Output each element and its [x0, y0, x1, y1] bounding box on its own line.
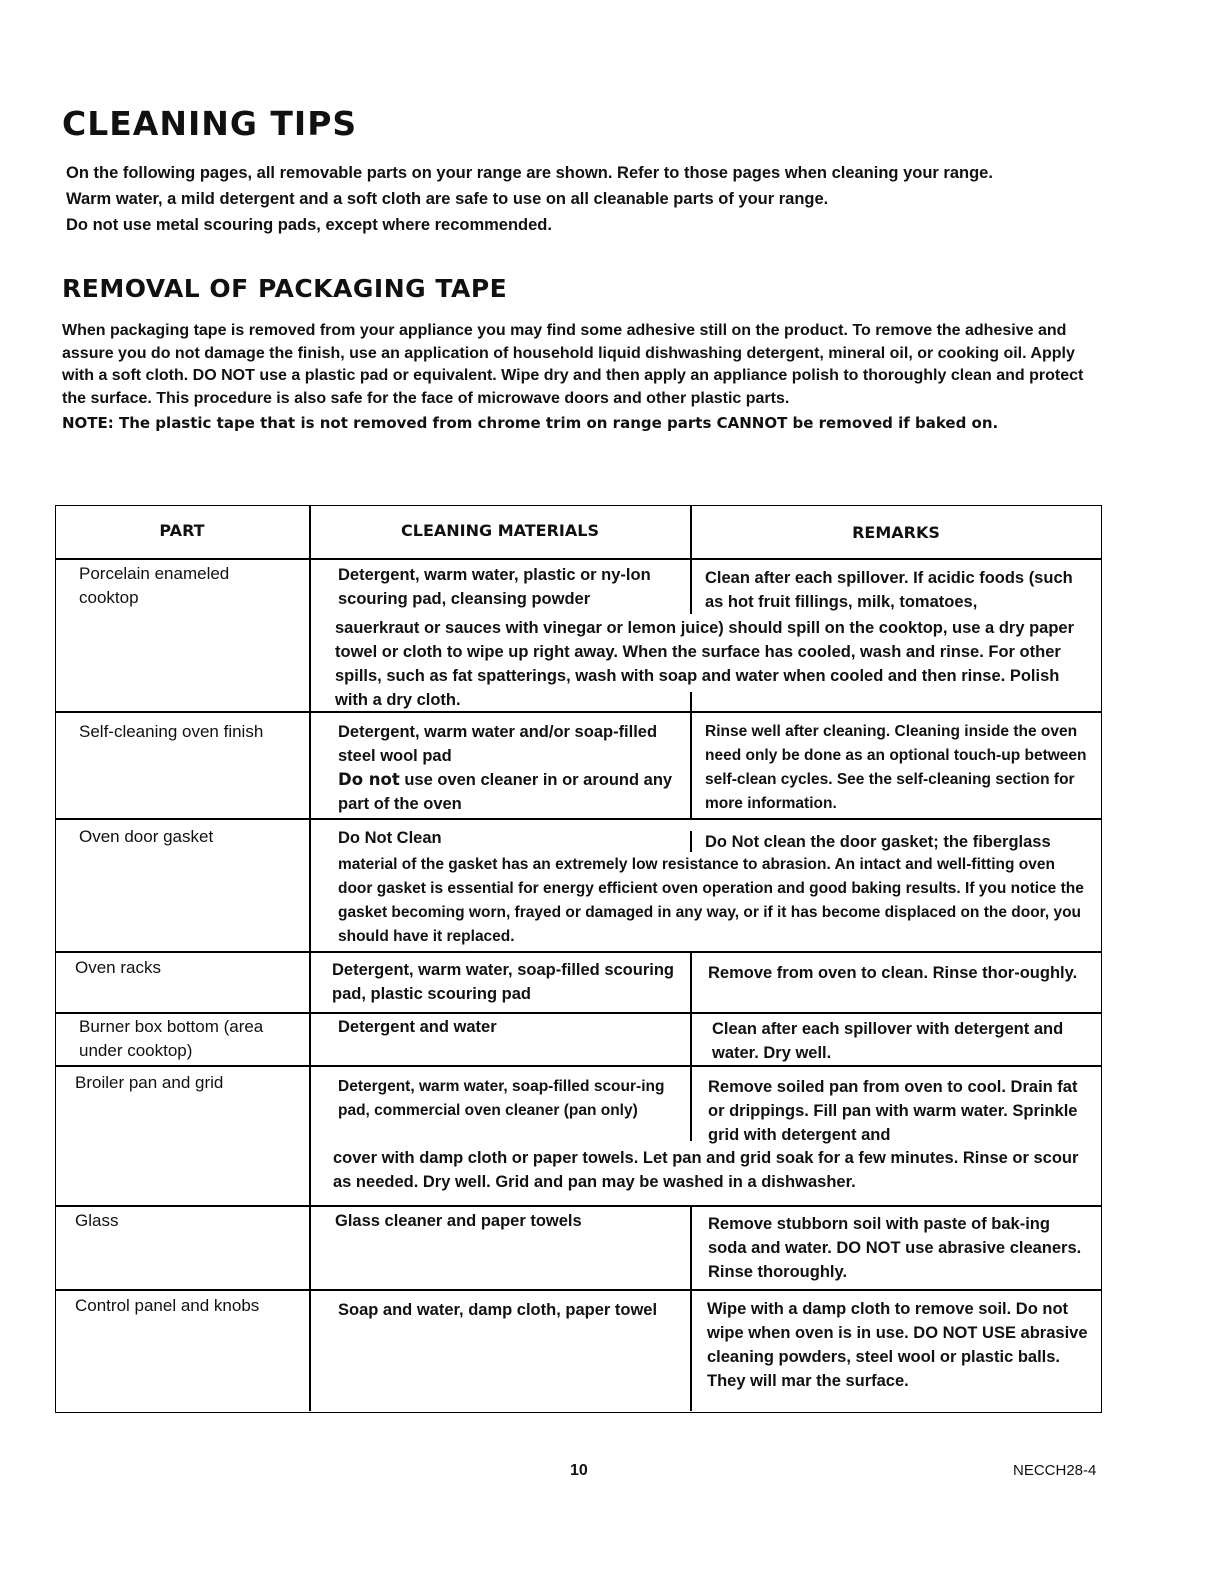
column-divider	[690, 1205, 692, 1411]
materials-cell	[338, 720, 683, 816]
materials-note	[338, 768, 683, 816]
packaging-body: When packaging tape is removed from your appliance you may find some adhesive still on the product. To remove the adhesive and assure you do not damage the finish, use an application of household liquid dishwashing detergent, mineral oil, or cooking oil. Apply with a soft cloth. DO NOT use a plastic pad or equivalent. Wipe dry and then apply an appliance polish to thoroughly clean and protect the surface. This procedure is also safe for the face of microwave doors and other plastic parts.	[62, 322, 1084, 407]
materials-text: Detergent, warm water, soap-filled scour-ing pad, commercial oven cleaner (pan only)	[338, 1078, 665, 1119]
materials-note-lead: Do not	[338, 770, 400, 789]
remarks-continuation: cover with damp cloth or paper towels. Let pan and grid soak for a few minutes. Rinse or scour as needed. Dry well. Grid and pan may be washed in a dishwasher.	[333, 1149, 1079, 1191]
header-remarks: REMARKS	[852, 523, 940, 542]
materials-cell: Detergent and water	[338, 1018, 497, 1036]
packaging-text	[62, 320, 1104, 437]
remarks-cell: Rinse well after cleaning. Cleaning inside the oven need only be done as an optional touch-up between self-clean cycles. See the self-cleaning section for more information.	[705, 723, 1087, 812]
header-divider	[55, 558, 1101, 560]
part-cell: Oven racks	[75, 958, 161, 977]
remarks-cell: Remove stubborn soil with paste of bak-ing soda and water. DO NOT use abrasive cleaners. Rinse thoroughly.	[708, 1215, 1082, 1281]
materials-cell: Soap and water, damp cloth, paper towel	[338, 1301, 658, 1319]
row-divider	[55, 1205, 1101, 1207]
remarks-continuation: material of the gasket has an extremely low resistance to abrasion. An intact and well-fitting oven door gasket is essential for energy efficient oven operation and good baking results. If you notice the gasket becoming worn, frayed or damaged in any way, or if it has become displaced on the door, you should have it replaced.	[338, 856, 1084, 945]
section-heading-packaging: REMOVAL OF PACKAGING TAPE	[62, 274, 508, 303]
intro-paragraph: Warm water, a mild detergent and a soft cloth are safe to use on all cleanable parts of your range.	[66, 190, 829, 208]
page-number: 10	[570, 1462, 588, 1479]
row-divider	[55, 951, 1101, 953]
row-divider	[55, 818, 1101, 820]
remarks-cell: Remove soiled pan from oven to cool. Drain fat or drippings. Fill pan with warm water. Sprinkle grid with detergent and	[708, 1078, 1078, 1144]
column-divider	[690, 505, 692, 614]
part-cell: Oven door gasket	[79, 827, 214, 846]
intro-paragraph: Do not use metal scouring pads, except where recommended.	[66, 216, 552, 234]
remarks-cell: Clean after each spillover with detergent and water. Dry well.	[712, 1020, 1064, 1062]
part-cell: Self-cleaning oven finish	[79, 722, 264, 741]
part-cell: Glass	[75, 1211, 119, 1230]
column-divider	[690, 951, 692, 1141]
materials-text: Detergent, warm water, plastic or ny-lon scouring pad, cleansing powder	[338, 566, 651, 608]
materials-note-text: use oven cleaner in or around any part of the oven	[338, 771, 673, 813]
materials-cell	[338, 826, 686, 850]
page-title: CLEANING TIPS	[62, 104, 358, 143]
materials-cell	[338, 1075, 683, 1123]
remarks-cell: Clean after each spillover. If acidic foods (such as hot fruit fillings, milk, tomatoes,	[705, 569, 1073, 611]
materials-cell: Detergent, warm water, soap-filled scouring pad, plastic scouring pad	[332, 961, 674, 1003]
remarks-continuation: sauerkraut or sauces with vinegar or lemon juice) should spill on the cooktop, use a dry paper towel or cloth to wipe up right away. When the surface has cooled, wash and rinse. For other spills, such as fat spatterings, wash with soap and water when cooled and then rinse. Polish with a dry cloth.	[335, 619, 1075, 709]
remarks-cell: Remove from oven to clean. Rinse thor-oughly.	[708, 964, 1078, 982]
part-cell: Broiler pan and grid	[75, 1073, 224, 1092]
column-divider	[309, 505, 311, 1411]
remarks-cell: Wipe with a damp cloth to remove soil. Do not wipe when oven is in use. DO NOT USE abrasive cleaning powders, steel wool or plastic balls. They will mar the surface.	[707, 1300, 1088, 1390]
cleaning-table	[55, 505, 1102, 1413]
document-code: NECCH28-4	[1013, 1462, 1097, 1479]
materials-text: Do Not Clean	[338, 829, 442, 847]
intro-text	[66, 162, 1106, 240]
row-divider	[55, 1012, 1101, 1014]
header-cleaning-materials: CLEANING MATERIALS	[401, 521, 599, 540]
intro-paragraph: On the following pages, all removable parts on your range are shown. Refer to those pages when cleaning your range.	[66, 164, 993, 182]
remarks-cell: Do Not clean the door gasket; the fiberglass	[705, 833, 1051, 851]
column-divider	[690, 831, 692, 852]
materials-text: Detergent, warm water and/or soap-filled steel wool pad	[338, 723, 658, 765]
row-divider	[55, 1065, 1101, 1067]
part-cell: Control panel and knobs	[75, 1296, 260, 1315]
part-cell: Porcelain enameled cooktop	[79, 564, 230, 607]
row-divider	[55, 1289, 1101, 1291]
part-cell: Burner box bottom (area under cooktop)	[79, 1017, 264, 1060]
materials-cell	[338, 563, 686, 611]
materials-cell: Glass cleaner and paper towels	[335, 1212, 582, 1230]
packaging-note: NOTE: The plastic tape that is not removed from chrome trim on range parts CANNOT be removed if baked on.	[62, 414, 999, 432]
header-part: PART	[159, 521, 205, 540]
